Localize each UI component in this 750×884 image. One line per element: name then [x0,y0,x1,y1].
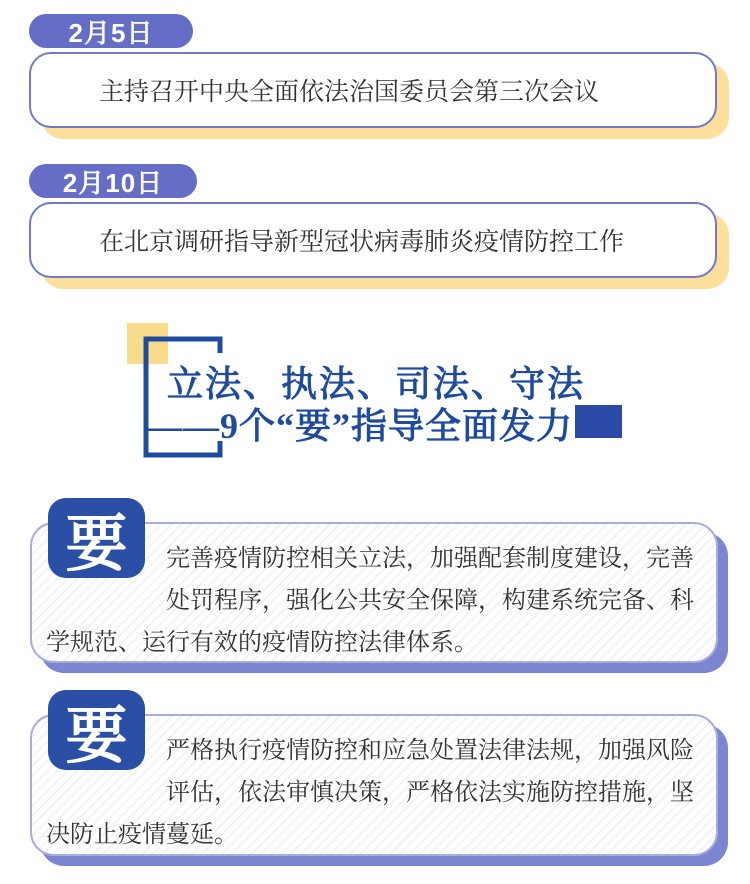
yao-badge-label: 要 [65,510,128,579]
yao-badge-label: 要 [65,702,128,771]
event-text: 在北京调研指导新型冠状病毒肺炎疫情防控工作 [99,228,625,256]
title-accent-square-decor [575,405,622,438]
date-badge-feb5 [29,14,193,48]
event-text: 主持召开中央全面依法治国委员会第三次会议 [99,78,600,106]
point-card-2 [30,702,718,856]
point-text: 完善疫情防控相关立法，加强配套制度建设，完善处罚程序，强化公共安全保障，构建系统完备、科学规范、运行有效的疫情防控法律体系。 [46,545,694,656]
event-card-feb10 [29,202,717,278]
event-card-feb5 [29,52,717,128]
point-text: 严格执行疫情防控和应急处置法律法规，加强风险评估，依法审慎决策，严格依法实施防控措施，坚决防止疫情蔓延。 [46,737,694,848]
yao-badge-icon [48,498,145,578]
date-badge-label: 2月10日 [62,167,164,198]
event-card-body [29,202,717,278]
yao-badge-icon [48,690,145,770]
section-title-line1: 立法、执法、司法、守法 [167,364,586,404]
section-title-line2: ——9个“要”指导全面发力 [146,406,574,446]
event-card-body [29,52,717,128]
point-card-1 [30,510,718,663]
date-badge-label: 2月5日 [68,17,154,48]
date-badge-feb10 [29,164,197,198]
